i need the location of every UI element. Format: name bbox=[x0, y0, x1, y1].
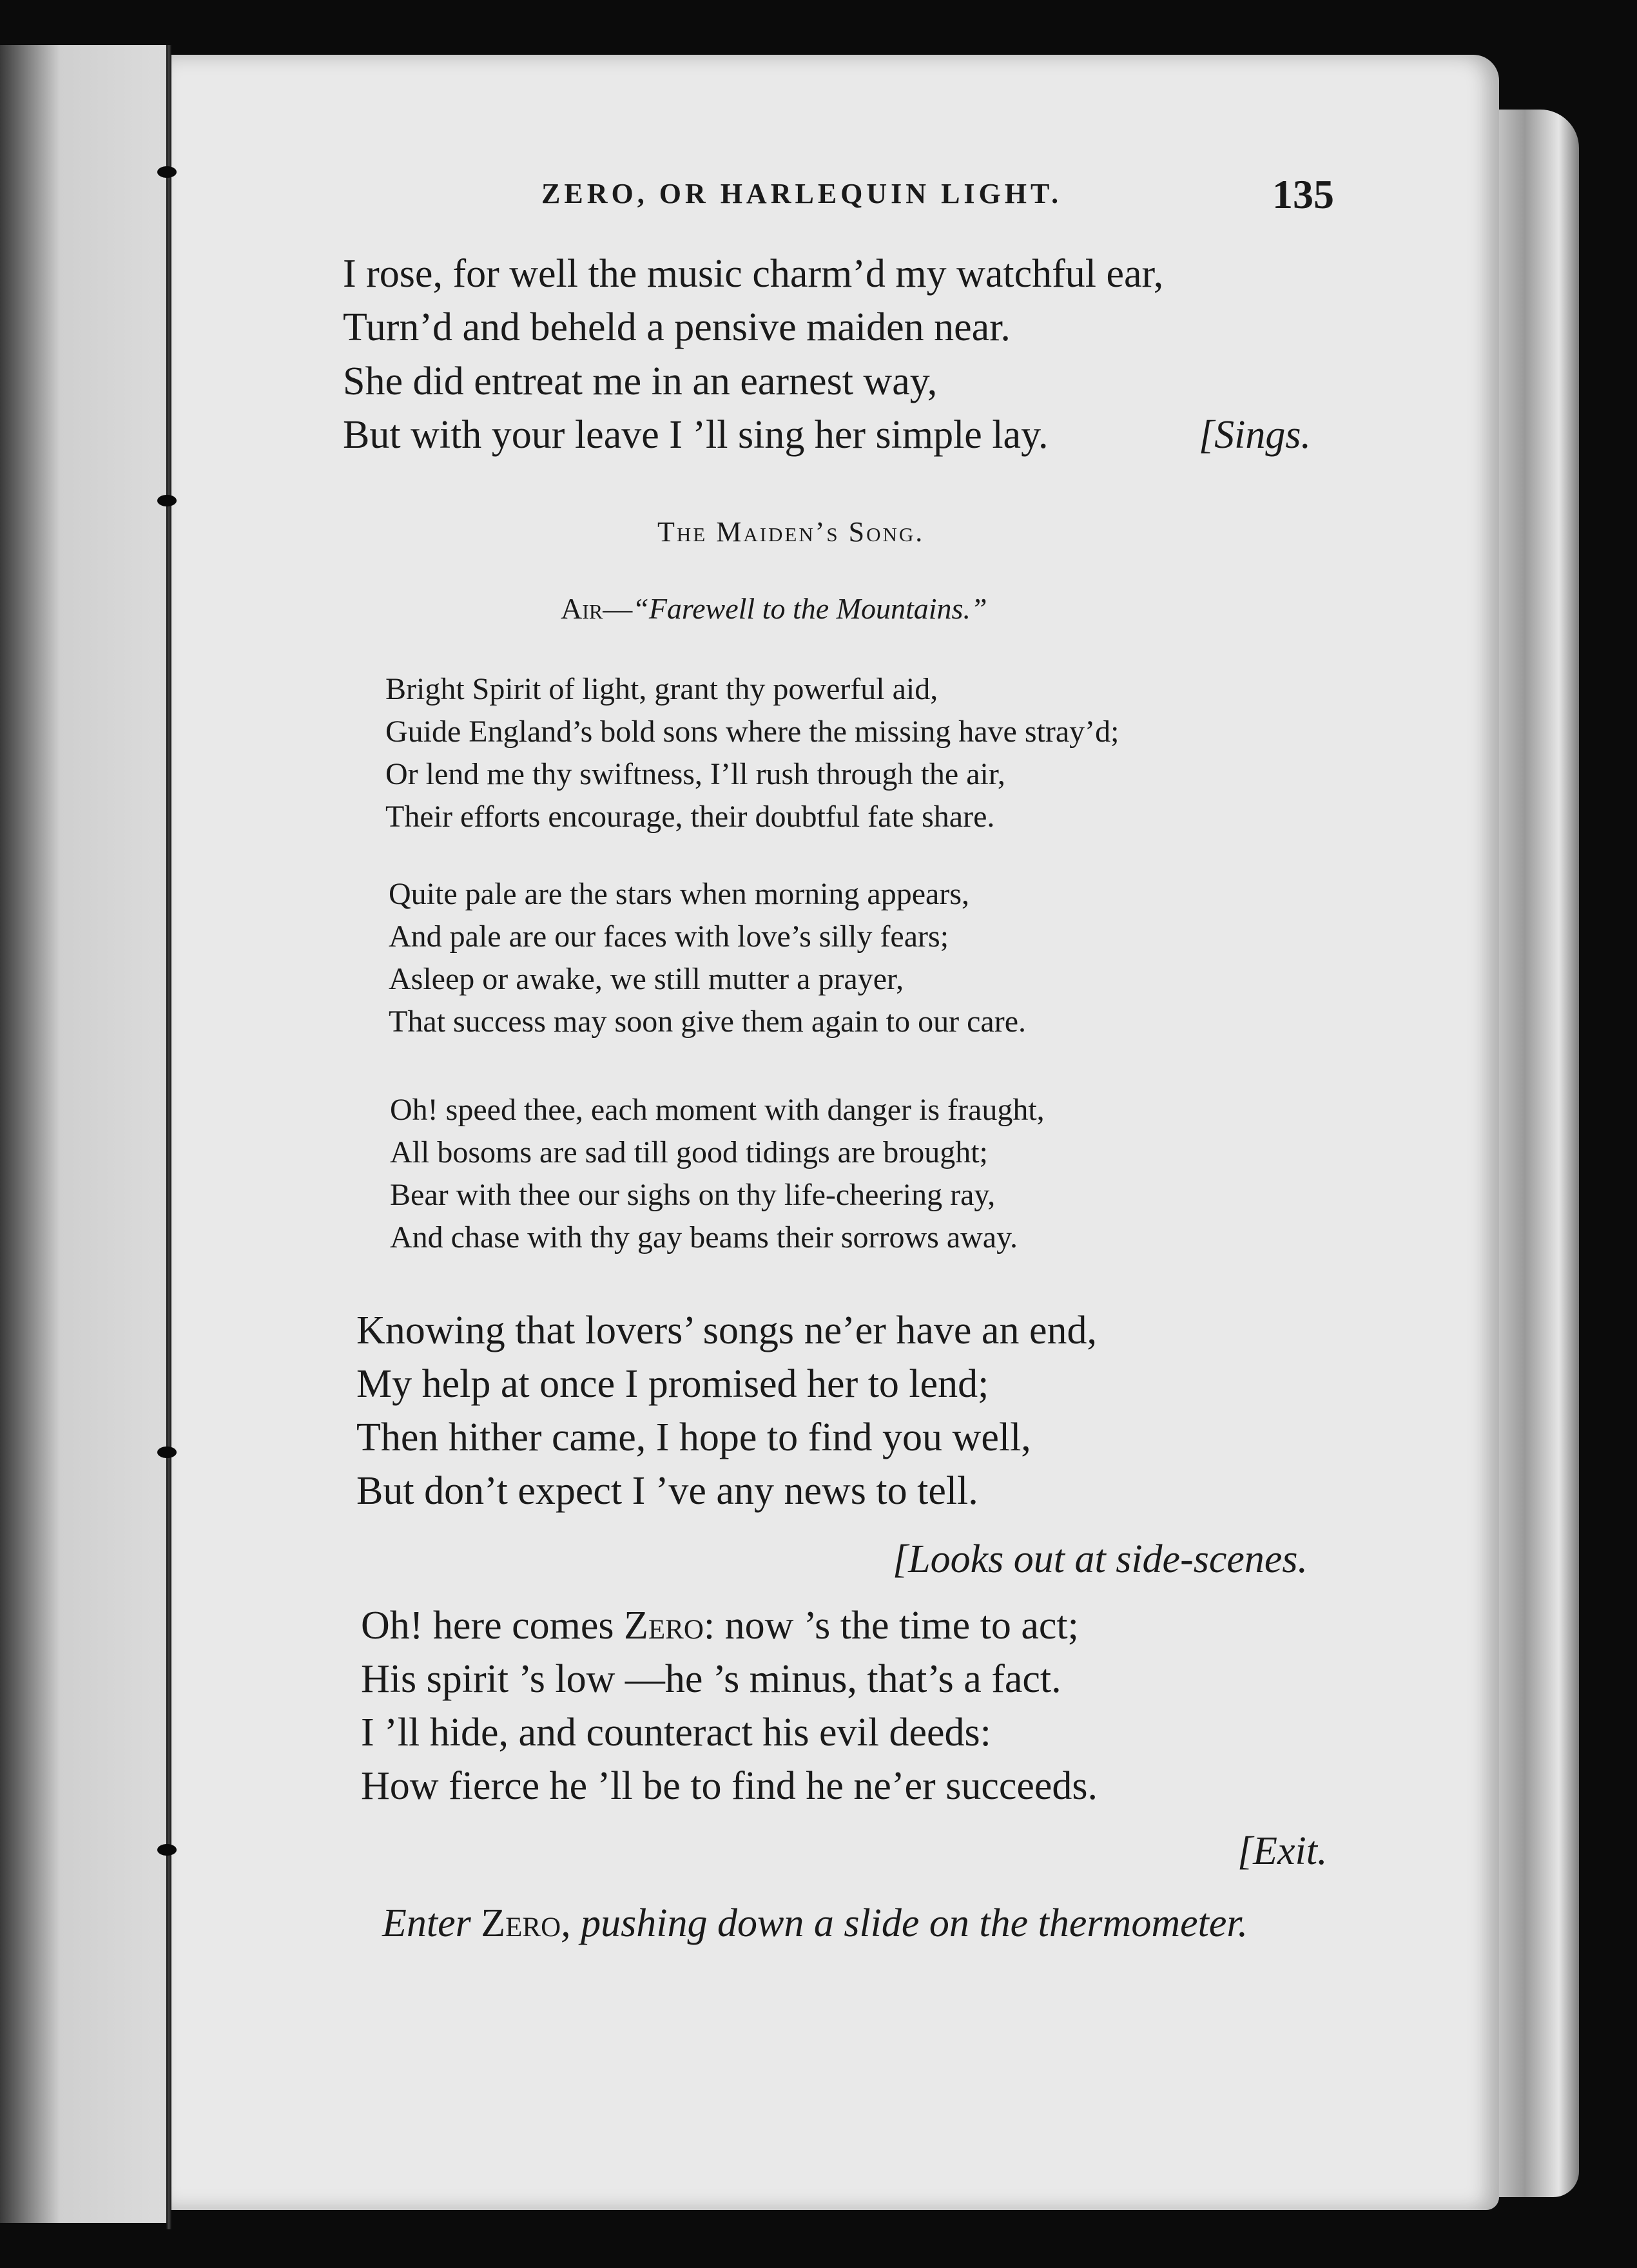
binding-stitch bbox=[157, 1844, 177, 1856]
verse-line bbox=[361, 1603, 1079, 1649]
binding-stitch bbox=[157, 166, 177, 178]
facing-page bbox=[0, 45, 171, 2223]
song-line: Asleep or awake, we still mutter a prayer, bbox=[389, 962, 904, 996]
song-line: All bosoms are sad till good tidings are brought; bbox=[390, 1135, 988, 1169]
stage-direction: [Sings. bbox=[1199, 413, 1311, 457]
song-line: Guide England’s bold sons where the missing have stray’d; bbox=[385, 715, 1119, 749]
song-line: Their efforts encourage, their doubtful fate share. bbox=[385, 800, 995, 834]
verse-line: I rose, for well the music charm’d my watchful ear, bbox=[343, 252, 1164, 296]
verse-line: His spirit ’s low —he ’s minus, that’s a fact. bbox=[361, 1657, 1061, 1701]
page-number: 135 bbox=[1272, 171, 1334, 217]
binding-stitch bbox=[157, 495, 177, 506]
song-line: Quite pale are the stars when morning appears, bbox=[389, 877, 970, 911]
song-air bbox=[561, 591, 987, 626]
character-name: Zero bbox=[624, 1604, 704, 1648]
verse-text: Oh! here comes bbox=[361, 1604, 624, 1648]
verse-line: How fierce he ’ll be to find he ne’er succeeds. bbox=[361, 1764, 1098, 1808]
binding-gutter bbox=[166, 45, 171, 2229]
verse-line: She did entreat me in an earnest way, bbox=[343, 360, 938, 403]
verse-text: : now ’s the time to act; bbox=[703, 1604, 1079, 1648]
song-line: That success may soon give them again to our care. bbox=[389, 1004, 1027, 1039]
verse-line: I ’ll hide, and counteract his evil deeds: bbox=[361, 1711, 991, 1754]
song-line: Bear with thee our sighs on thy life-cheering ray, bbox=[390, 1178, 996, 1212]
enter-direction bbox=[382, 1901, 1248, 1946]
verse-line: Then hither came, I hope to find you well, bbox=[356, 1416, 1031, 1459]
verse-line: But with your leave I ’ll sing her simple lay. bbox=[343, 413, 1049, 457]
running-title: ZERO, OR HARLEQUIN LIGHT. bbox=[541, 178, 1063, 209]
song-line: And pale are our faces with love’s silly fears; bbox=[389, 919, 949, 954]
stage-direction: [Looks out at side-scenes. bbox=[893, 1537, 1308, 1581]
air-label: Air— bbox=[561, 592, 633, 625]
song-line: Bright Spirit of light, grant thy powerful aid, bbox=[385, 672, 938, 706]
verse-line: Turn’d and beheld a pensive maiden near. bbox=[343, 305, 1011, 349]
song-title: The Maiden’s Song. bbox=[657, 516, 925, 548]
enter-text: Enter bbox=[382, 1901, 481, 1945]
enter-text: , pushing down a slide on the thermometer. bbox=[561, 1901, 1248, 1945]
exit-direction: [Exit. bbox=[1237, 1829, 1328, 1873]
verse-line: Knowing that lovers’ songs ne’er have an end, bbox=[356, 1309, 1097, 1352]
song-line: Oh! speed thee, each moment with danger is fraught, bbox=[390, 1093, 1045, 1127]
verse-line: But don’t expect I ’ve any news to tell. bbox=[356, 1469, 978, 1513]
running-header bbox=[541, 171, 1334, 229]
air-name: “Farewell to the Mountains.” bbox=[632, 592, 987, 625]
song-line: Or lend me thy swiftness, I’ll rush through the air, bbox=[385, 757, 1005, 791]
verse-line: My help at once I promised her to lend; bbox=[356, 1362, 989, 1406]
binding-stitch bbox=[157, 1446, 177, 1458]
character-name: Zero bbox=[481, 1901, 561, 1945]
song-line: And chase with thy gay beams their sorrows away. bbox=[390, 1220, 1018, 1254]
